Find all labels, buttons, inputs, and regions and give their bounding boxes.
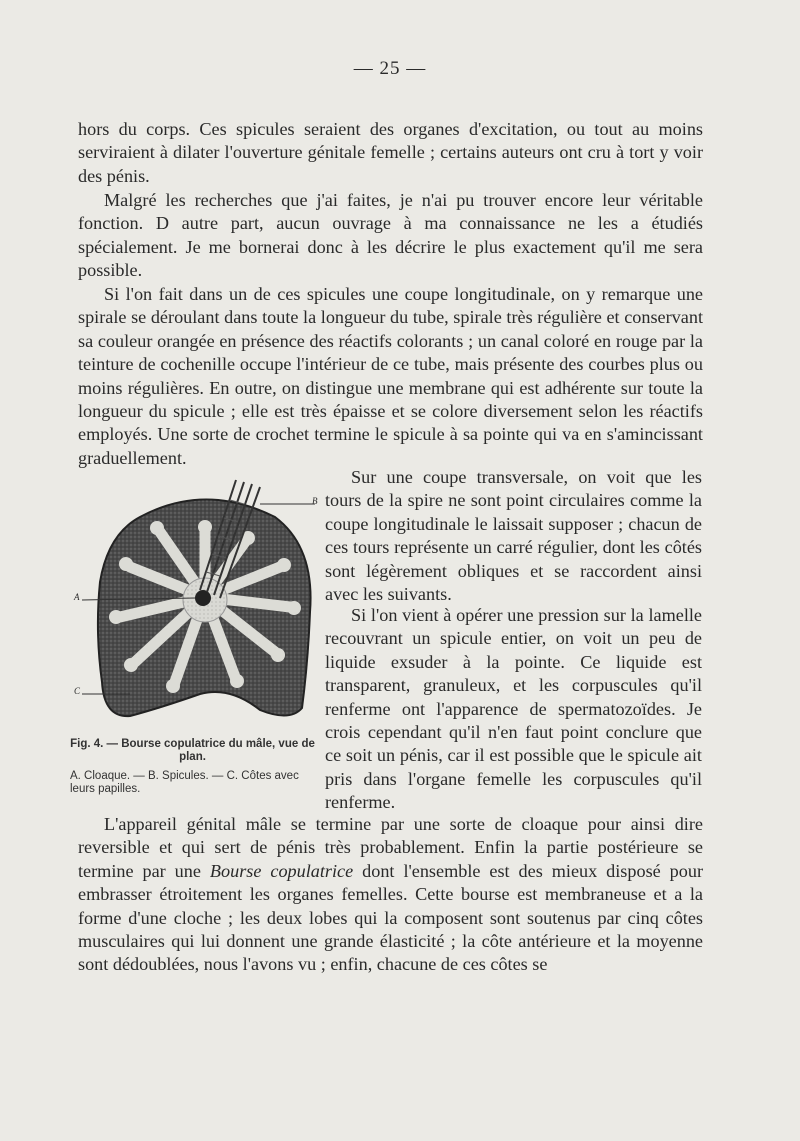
figure-caption	[70, 738, 315, 796]
paragraph-6-start: L'appareil génital mâle se termine par une sorte de cloaque pour ainsi dire reversible et qui sert de pénis très probablement. Enfin la partie postérieure se termine par une	[78, 814, 703, 881]
figure-label-c: C	[74, 686, 81, 696]
paragraph-6	[78, 813, 703, 977]
paragraph-6-end: dont l'ensemble est des mieux disposé pour embrasser étroitement les organes femelles. Cette bourse est membraneuse et a la forme d'une cloche ; les deux lobes qui la composent sont soutenus par cinq côtes musculaires qui lui donnent une grande élasticité ; la côte antérieure et la moyenne sont dédoublées, nous l'avons vu ; enfin, chacune de ces côtes se	[78, 860, 704, 975]
cloaca	[195, 590, 211, 606]
paragraph-5: Si l'on vient à opérer une pression sur la lamelle recouvrant un spicule entier, on voit un peu de liquide exsuder à la pointe. Ce liquide est transparent, granuleux, et les corpuscules qu'il renferme ont l'apparence de spermatozoïdes. Je crois cependant qu'il n'en faut point conclure que ce soit un pénis, car il est possible que le spicule ait pris dans l'organe femelle les corpuscules qu'il renferme.	[325, 605, 702, 813]
paragraph-3: Si l'on fait dans un de ces spicules une coupe longitudinale, on y remarque une spirale se déroulant dans toute la longueur du tube, spirale très régulière et conservant sa couleur orangée en présence des réactifs colorants ; un canal coloré en rouge par la teinture de cochenille occupe l'intérieur de ce tube, mais présente des courbes plus ou moins régulières. En outre, on distingue une membrane qui est adhérente sur toute la longueur du spicule ; elle est très épaisse et se colore diversement selon les réactifs employés. Une sorte de crochet termine le spicule à sa pointe qui va en s'amincissant graduellement.	[78, 284, 703, 468]
paragraph-1: hors du corps. Ces spicules seraient des organes d'excitation, ou tout au moins serviraient à dilater l'ouverture génitale femelle ; certains auteurs ont cru à tort y voir des pénis.	[78, 119, 703, 186]
bourse-illustration	[70, 472, 320, 742]
paragraph-2: Malgré les recherches que j'ai faites, je n'ai pu trouver encore leur véritable fonction. D autre part, aucun ouvrage à ma connaissance ne les a étudiés spécialement. Je me bornerai donc à les décrire le plus exactement qu'il me sera possible.	[78, 190, 703, 281]
paragraph-4: Sur une coupe transversale, on voit que les tours de la spire ne sont point circulaires comme la coupe longitudinale le laissait supposer ; chacun de ces tours représente un carré régulier, dont les côtés sont légèrement obliques et se raccordent ainsi avec les suivants.	[325, 467, 702, 605]
figure-label-a: A	[74, 592, 80, 602]
figure-caption-title: Fig. 4. — Bourse copulatrice du mâle, vue de plan.	[70, 738, 315, 763]
page-number: — 25 —	[353, 58, 427, 79]
bourse-copulatrice-term: Bourse copulatrice	[209, 860, 354, 881]
figure-caption-legend: A. Cloaque. — B. Spicules. — C. Côtes avec leurs papilles.	[70, 770, 299, 795]
figure-label-b: B	[312, 496, 318, 506]
